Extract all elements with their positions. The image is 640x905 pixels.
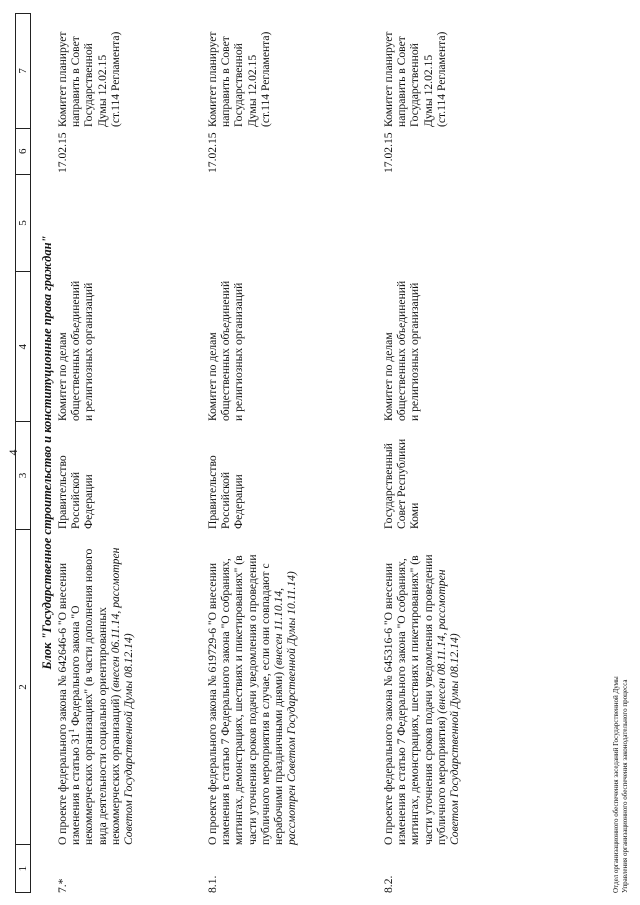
decision: Комитет планирует направить в Совет Государственной Думы 12.02.15 (ст.114 Регламента) <box>56 31 122 127</box>
column-header: 3 <box>16 421 30 529</box>
bill-note: (внесен 08.11.14, рассмотрен Советом Государственной Думы 08.12.14) <box>434 569 462 845</box>
row-number: 7.* <box>56 878 69 893</box>
bill-description <box>206 529 298 845</box>
decision: Комитет планирует направить в Совет Государственной Думы 12.02.15 (ст.114 Регламента) <box>382 31 448 127</box>
column-header: 6 <box>16 128 30 174</box>
footer-line: Управления организационного обеспечения законодательного процесса <box>621 679 629 893</box>
date: 17.02.15 <box>56 132 69 173</box>
bill-title: О проекте федерального закона № 645316-6 "О внесении изменения в статью 7 Федерального закона "О собраниях, митингах, демонстрациях, шествиях и пикетированиях" (в части уточнения сроков подачи уведомления о проведении публичного мероприятия) <box>382 554 448 845</box>
column-header: 7 <box>17 68 29 74</box>
page-footer <box>612 676 630 893</box>
bill-description <box>56 529 135 845</box>
column-5-value <box>56 173 135 271</box>
bill-title: О проекте федерального закона № 619729-6 "О внесении изменения в статью 7 Федерального закона "О собраниях, митингах, демонстрациях, шествиях и пикетированиях" (в части уточнения сроков подачи уведомления о проведении публичного мероприятия в случае, если они совпадают с нерабочими праздничными днями) <box>206 554 286 845</box>
footer-line: Отдел организационного обеспечения заседаний Государственной Думы <box>612 676 620 893</box>
bill-title-continued: Федерального закона "О некоммерческих организациях" (в части дополнения нового вида деятельности социально ориентированных некоммерческих организаций) <box>69 548 122 845</box>
table-row <box>206 13 298 893</box>
row-number: 8.2. <box>382 875 395 893</box>
column-header: 2 <box>16 529 30 844</box>
column-header: 5 <box>16 174 30 272</box>
column-5-value <box>382 173 461 271</box>
row-number: 8.1. <box>206 875 219 893</box>
committee: Комитет по делам общественных объединений и религиозных организаций <box>56 280 96 421</box>
column-header: 4 <box>16 271 30 421</box>
block-title: Блок "Государственное строительство и конституционные права граждан" <box>40 235 54 670</box>
column-header: 1 <box>16 844 30 892</box>
committee: Комитет по делам общественных объединений и религиозных организаций <box>206 280 246 421</box>
bill-note: (внесен 06.11.14, рассмотрен Советом Государственной Думы 08.12.14) <box>108 547 136 845</box>
date: 17.02.15 <box>382 132 395 173</box>
committee: Комитет по делам общественных объединений и религиозных организаций <box>382 280 422 421</box>
table-row <box>56 13 135 893</box>
initiator: Правительство Российской Федерации <box>56 455 96 529</box>
table-row <box>382 13 461 893</box>
decision: Комитет планирует направить в Совет Государственной Думы 12.02.15 (ст.114 Регламента) <box>206 31 272 127</box>
bill-description <box>382 529 461 845</box>
bill-title-superscript: 1 <box>67 728 77 733</box>
date: 17.02.15 <box>206 132 219 173</box>
page-number: 4 <box>6 449 20 456</box>
initiator: Государственный Совет Республики Коми <box>382 438 422 529</box>
column-5-value <box>206 173 298 271</box>
bill-note: (внесен 11.10.14, рассмотрен Советом Государственной Думы 10.11.14) <box>272 571 299 845</box>
bill-title: О проекте федерального закона № 642646-6 "О внесении изменения в статью 31 <box>56 562 83 845</box>
table-header <box>15 13 31 893</box>
initiator: Правительство Российской Федерации <box>206 455 246 529</box>
